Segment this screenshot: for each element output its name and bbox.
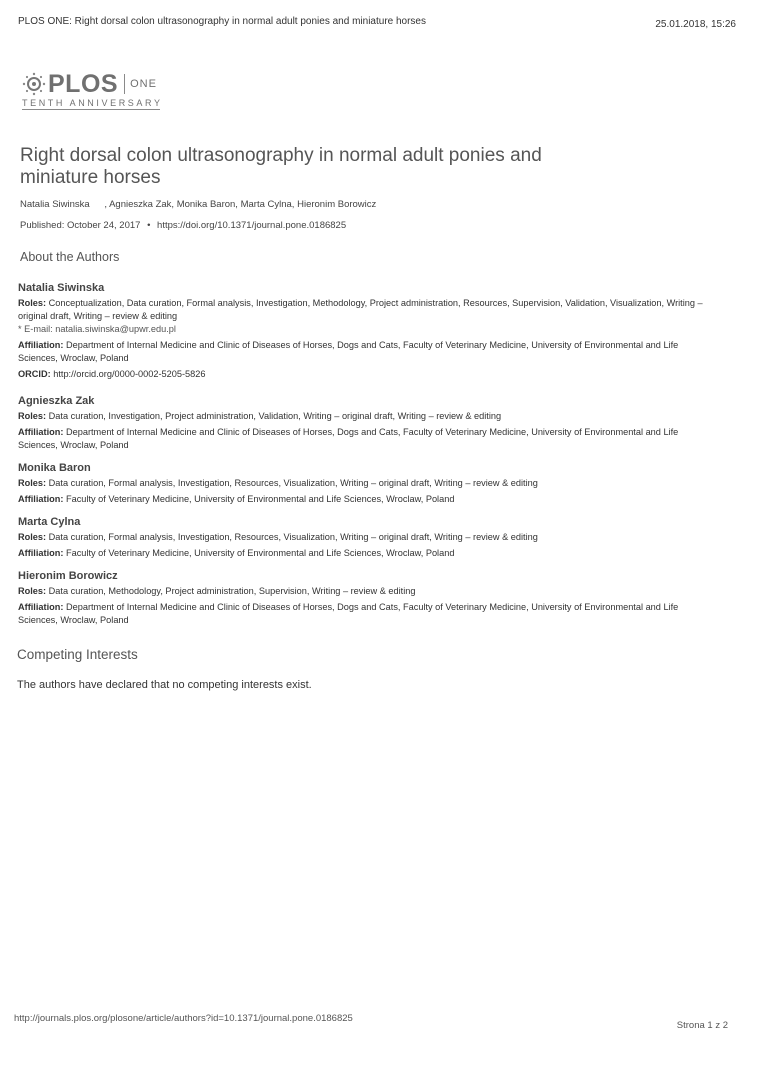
about-authors-heading: About the Authors <box>20 250 120 264</box>
author-link[interactable]: Marta Cylna, <box>240 199 295 210</box>
author-name: Monika Baron <box>18 462 91 474</box>
author-name: Hieronim Borowicz <box>18 570 118 582</box>
author-roles: Roles: Data curation, Investigation, Project administration, Validation, Writing – original draft, Writing – review & editing <box>18 411 502 421</box>
author-link[interactable]: , Agnieszka Zak, <box>104 199 175 210</box>
author-link[interactable]: Hieronim Borowicz <box>297 199 377 210</box>
print-footer-page: Strona 1 z 2 <box>676 1020 728 1031</box>
author-link[interactable]: Monika Baron, <box>176 199 238 210</box>
author-name: Marta Cylna <box>18 516 81 528</box>
author-detail <box>18 570 718 627</box>
author-detail <box>18 282 718 381</box>
article-title: Right dorsal colon ultrasonography in normal adult ponies and miniature horses <box>20 145 542 188</box>
author-detail <box>18 516 718 560</box>
author-email[interactable]: * E-mail: natalia.siwinska@upwr.edu.pl <box>18 324 176 334</box>
author-affiliation: Affiliation: Faculty of Veterinary Medicine, University of Environmental and Life Sciences, Wroclaw, Poland <box>18 494 455 504</box>
plos-sunburst-icon <box>22 72 46 96</box>
author-orcid: ORCID: http://orcid.org/0000-0002-5205-5826 <box>18 369 206 379</box>
author-detail <box>18 462 718 506</box>
doi-link[interactable]: https://doi.org/10.1371/journal.pone.0186825 <box>157 220 347 231</box>
author-roles: Roles: Data curation, Formal analysis, Investigation, Resources, Visualization, Writing – original draft, Writing – review & editing <box>18 532 538 542</box>
logo-journal: ONE <box>130 78 157 90</box>
logo-divider <box>124 74 125 94</box>
logo-tagline: TENTH ANNIVERSARY <box>22 98 163 108</box>
author-name: Natalia Siwinska <box>18 282 105 294</box>
author-roles: Roles: Data curation, Methodology, Project administration, Supervision, Writing – review & editing <box>18 586 416 596</box>
author-roles: Roles: Conceptualization, Data curation, Formal analysis, Investigation, Methodology, Project administration, Resources, Supervision, Validation, Visualization, Writing – original draft, Writing – review & editing <box>18 298 703 321</box>
logo-brand: PLOS <box>48 70 119 98</box>
author-affiliation: Affiliation: Department of Internal Medicine and Clinic of Diseases of Horses, Dogs and Cats, Faculty of Veterinary Medicine, University of Environmental and Life Sciences, Wroclaw, Poland <box>18 427 679 450</box>
competing-interests-text: The authors have declared that no competing interests exist. <box>17 679 312 691</box>
print-header-title: PLOS ONE: Right dorsal colon ultrasonography in normal adult ponies and miniature horses <box>18 16 426 27</box>
published-date: Published: October 24, 2017 <box>20 220 141 231</box>
author-list <box>20 199 376 210</box>
author-link[interactable]: Natalia Siwinska <box>20 199 90 210</box>
plos-one-logo[interactable] <box>22 72 182 118</box>
author-affiliation: Affiliation: Faculty of Veterinary Medicine, University of Environmental and Life Sciences, Wroclaw, Poland <box>18 548 455 558</box>
competing-interests-heading: Competing Interests <box>17 647 138 662</box>
author-roles: Roles: Data curation, Formal analysis, Investigation, Resources, Visualization, Writing – original draft, Writing – review & editing <box>18 478 538 488</box>
print-header-timestamp: 25.01.2018, 15:26 <box>655 19 736 30</box>
author-name: Agnieszka Zak <box>18 395 95 407</box>
author-affiliation: Affiliation: Department of Internal Medicine and Clinic of Diseases of Horses, Dogs and Cats, Faculty of Veterinary Medicine, University of Environmental and Life Sciences, Wroclaw, Poland <box>18 602 679 625</box>
author-affiliation: Affiliation: Department of Internal Medicine and Clinic of Diseases of Horses, Dogs and Cats, Faculty of Veterinary Medicine, University of Environmental and Life Sciences, Wroclaw, Poland <box>18 340 679 363</box>
author-detail <box>18 395 718 452</box>
publication-info <box>20 220 346 231</box>
bullet-separator: • <box>147 220 151 231</box>
print-footer-url: http://journals.plos.org/plosone/article/authors?id=10.1371/journal.pone.0186825 <box>14 1013 353 1024</box>
